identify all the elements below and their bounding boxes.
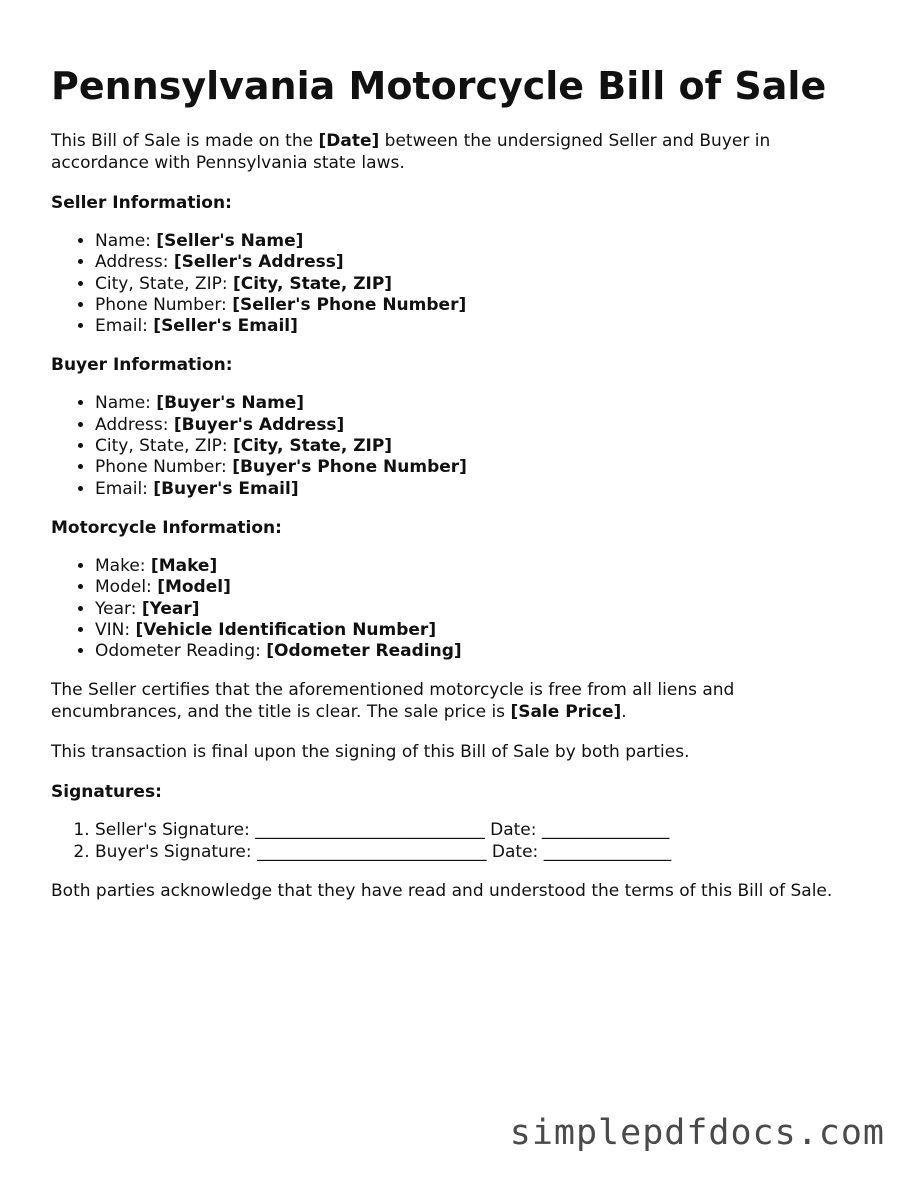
seller-city-item: [95, 274, 861, 295]
certification-paragraph: [51, 679, 861, 723]
seller-address-field: [Seller's Address]: [173, 252, 344, 273]
odometer-field: [Odometer Reading]: [266, 641, 462, 662]
vin-item: [95, 620, 861, 641]
seller-name-field: [Seller's Name]: [156, 231, 304, 251]
date-field: [Date]: [318, 131, 380, 151]
list-item-label: Year:: [95, 598, 142, 619]
list-item-label: City, State, ZIP:: [95, 273, 233, 294]
buyer-address-item: [95, 415, 861, 436]
intro-paragraph: [51, 130, 861, 174]
sale-price-field: [Sale Price]: [510, 702, 622, 723]
buyer-phone-field: [Buyer's Phone Number]: [232, 457, 467, 478]
buyer-signature-line: 2. Buyer's Signature: ___________________________ Date: _______________: [95, 842, 861, 863]
seller-phone-field: [Seller's Phone Number]: [232, 294, 467, 315]
buyer-name-item: [95, 393, 861, 414]
document-page: [51, 62, 861, 920]
year-item: [95, 599, 861, 620]
list-item-label: Make:: [95, 555, 151, 576]
list-item-label: VIN:: [95, 619, 136, 640]
buyer-city-item: [95, 436, 861, 457]
buyer-address-field: [Buyer's Address]: [173, 414, 345, 435]
year-field: [Year]: [141, 598, 200, 619]
seller-email-item: [95, 316, 861, 337]
list-item-label: Address:: [95, 252, 174, 273]
motorcycle-list: [51, 556, 861, 662]
intro-text-after: between the undersigned Seller and Buyer in accordance with Pennsylvania state laws.: [51, 131, 771, 173]
seller-name-item: [95, 231, 861, 252]
list-item-label: Address:: [95, 414, 174, 435]
signatures-heading: Signatures:: [51, 782, 162, 803]
buyer-name-field: [Buyer's Name]: [156, 393, 305, 414]
list-item-label: Phone Number:: [95, 457, 233, 478]
buyer-city-field: [City, State, ZIP]: [232, 436, 393, 457]
make-field: [Make]: [150, 555, 218, 576]
odometer-item: [95, 641, 861, 662]
list-item-label: Email:: [95, 478, 154, 499]
motorcycle-heading: Motorcycle Information:: [51, 517, 282, 538]
certification-text-after: .: [621, 702, 627, 723]
buyer-email-field: [Buyer's Email]: [153, 478, 299, 499]
watermark-logo: simplepdfdocs.com: [509, 1113, 885, 1153]
buyer-email-item: [95, 479, 861, 500]
list-item-label: Phone Number:: [95, 294, 233, 315]
seller-signature-line: 1. Seller's Signature: ___________________________ Date: _______________: [95, 820, 861, 841]
buyer-phone-item: [95, 457, 861, 478]
document-title: Pennsylvania Motorcycle Bill of Sale: [51, 64, 827, 108]
seller-address-item: [95, 252, 861, 273]
list-item-label: Email:: [95, 316, 154, 337]
buyer-heading: Buyer Information:: [51, 355, 233, 376]
model-field: [Model]: [157, 577, 231, 598]
acknowledgement-paragraph: Both parties acknowledge that they have read and understood the terms of this Bill of Sale.: [51, 881, 833, 902]
vin-field: [Vehicle Identification Number]: [135, 619, 437, 640]
seller-city-field: [City, State, ZIP]: [232, 273, 393, 294]
signatures-list: [51, 820, 861, 863]
list-item-label: Name:: [95, 393, 157, 414]
seller-phone-item: [95, 295, 861, 316]
final-statement: This transaction is final upon the signing of this Bill of Sale by both parties.: [51, 742, 690, 763]
list-item-label: City, State, ZIP:: [95, 436, 233, 457]
list-item-label: Model:: [95, 577, 158, 598]
list-item-label: Odometer Reading:: [95, 641, 267, 662]
model-item: [95, 577, 861, 598]
buyer-list: [51, 393, 861, 499]
make-item: [95, 556, 861, 577]
seller-email-field: [Seller's Email]: [153, 316, 298, 337]
certification-text-before: The Seller certifies that the aforementioned motorcycle is free from all liens and encumbrances, and the title is clear. The sale price is: [51, 680, 735, 723]
intro-text-before: This Bill of Sale is made on the: [51, 131, 319, 151]
seller-list: [51, 231, 861, 337]
seller-heading: Seller Information:: [51, 193, 232, 213]
list-item-label: Name:: [95, 231, 157, 251]
